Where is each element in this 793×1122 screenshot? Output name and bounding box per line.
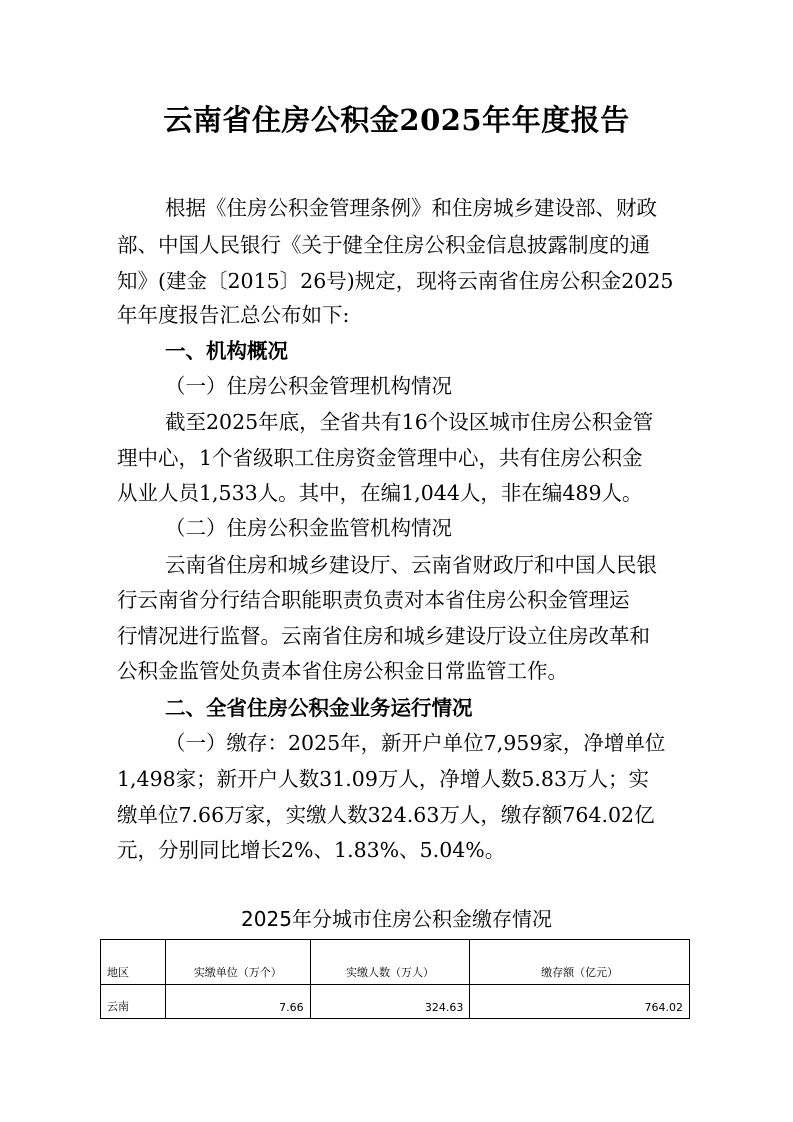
subsection-heading: （一）住房公积金管理机构情况 xyxy=(165,374,452,398)
paragraph-line: 缴单位7.66万家，实缴人数324.63万人，缴存额764.02亿 xyxy=(117,803,655,827)
paragraph-line: 截至2025年底，全省共有16个设区城市住房公积金管 xyxy=(165,410,654,434)
paragraph-line: 理中心，1个省级职工住房资金管理中心，共有住房公积金 xyxy=(117,446,643,470)
column-header-units: 实缴单位（万个） xyxy=(165,940,310,985)
paragraph-line: 从业人员1,533人。其中，在编1,044人，非在编489人。 xyxy=(117,481,643,505)
column-header-people: 实缴人数（万人） xyxy=(310,940,470,985)
paragraph-line: 云南省住房和城乡建设厅、云南省财政厅和中国人民银 xyxy=(165,553,657,577)
section-heading: 二、全省住房公积金业务运行情况 xyxy=(165,696,473,720)
paragraph-line: 知》(建金〔2015〕26号)规定，现将云南省住房公积金2025 xyxy=(117,269,674,293)
paragraph-line: 年年度报告汇总公布如下: xyxy=(117,303,350,327)
table-header-row xyxy=(101,940,690,985)
paragraph-line: 1,498家；新开户人数31.09万人，净增人数5.83万人；实 xyxy=(117,767,650,791)
cell-amount: 764.02 xyxy=(470,985,690,1019)
paragraph-line: 根据《住房公积金管理条例》和住房城乡建设部、财政 xyxy=(165,196,657,220)
cell-region: 云南 xyxy=(101,985,166,1019)
paragraph-line: 部、中国人民银行《关于健全住房公积金信息披露制度的通 xyxy=(117,233,650,257)
cell-people: 324.63 xyxy=(310,985,470,1019)
table-title: 2025年分城市住房公积金缴存情况 xyxy=(241,907,552,931)
cell-units: 7.66 xyxy=(165,985,310,1019)
table-row xyxy=(101,985,690,1019)
paragraph-line: 元，分别同比增长2%、1.83%、5.04%。 xyxy=(117,838,506,862)
deposit-table xyxy=(100,939,690,1019)
document-title: 云南省住房公积金2025年年度报告 xyxy=(163,103,630,137)
section-heading: 一、机构概况 xyxy=(165,339,288,363)
column-header-amount: 缴存额（亿元） xyxy=(470,940,690,985)
paragraph-line: （一）缴存：2025年，新开户单位7,959家，净增单位 xyxy=(165,731,666,755)
subsection-heading: （二）住房公积金监管机构情况 xyxy=(165,516,452,540)
paragraph-line: 公积金监管处负责本省住房公积金日常监管工作。 xyxy=(117,659,568,683)
paragraph-line: 行云南省分行结合职能职责负责对本省住房公积金管理运 xyxy=(117,588,630,612)
column-header-region: 地区 xyxy=(101,940,166,985)
paragraph-line: 行情况进行监督。云南省住房和城乡建设厅设立住房改革和 xyxy=(117,624,650,648)
